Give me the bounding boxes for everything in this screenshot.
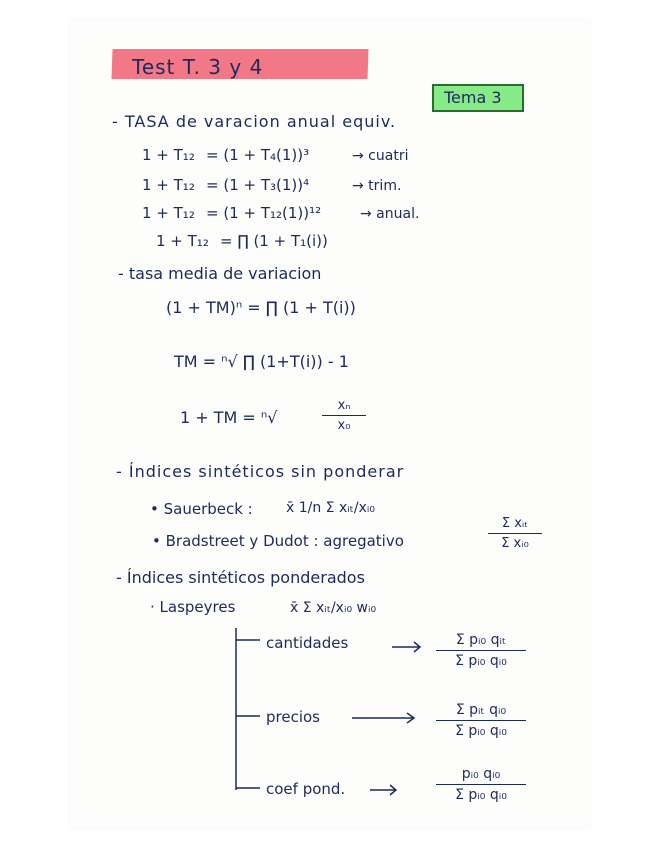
formula-note: → cuatri — [352, 148, 409, 164]
bradstreet-label: • Bradstreet y Dudot : agregativo — [152, 532, 404, 550]
formula-note: → anual. — [360, 206, 420, 222]
sauerbeck-formula: x̄ 1/n Σ xᵢₜ/xᵢ₀ — [286, 500, 376, 516]
bradstreet-numerator: Σ xᵢₜ — [501, 516, 529, 531]
tm-equation-ratio-lhs: 1 + TM = ⁿ√ — [180, 408, 278, 427]
branch-numerator: Σ pᵢₜ qᵢ₀ — [455, 702, 507, 718]
tema-label: Tema 3 — [444, 88, 502, 107]
branch-label: precios — [266, 708, 320, 726]
branch-denominator: Σ pᵢ₀ qᵢ₀ — [455, 787, 507, 803]
fraction-bar — [436, 784, 526, 785]
formula-lhs: 1 + T₁₂ — [142, 176, 195, 194]
laspeyres-label: · Laspeyres — [150, 598, 236, 616]
fraction-bar — [436, 650, 526, 651]
sauerbeck-label: • Sauerbeck : — [150, 500, 253, 518]
formula-rhs: = (1 + T₃(1))⁴ — [206, 176, 310, 194]
branch-label: coef pond. — [266, 780, 346, 798]
formula-lhs: 1 + T₁₂ — [142, 204, 195, 222]
tm-equation-root: TM = ⁿ√ ∏ (1+T(i)) - 1 — [174, 352, 349, 371]
branch-numerator: Σ pᵢ₀ qᵢₜ — [455, 632, 507, 648]
formula-lhs: 1 + T₁₂ — [142, 146, 195, 164]
branch-label: cantidades — [266, 634, 349, 652]
formula-rhs: = ∏ (1 + T₁(i)) — [220, 232, 328, 250]
section-heading-tasa-media: - tasa media de variacion — [118, 264, 322, 283]
branch-fraction — [436, 632, 526, 669]
tm-equation-product: (1 + TM)ⁿ = ∏ (1 + T(i)) — [166, 298, 356, 317]
fraction-bar — [436, 720, 526, 721]
section-heading-tasa-anual: - TASA de varacion anual equiv. — [112, 112, 397, 131]
laspeyres-formula: x̄ Σ xᵢₜ/xᵢ₀ wᵢ₀ — [290, 600, 377, 616]
bradstreet-denominator: Σ xᵢ₀ — [501, 536, 529, 551]
formula-rhs: = (1 + T₁₂(1))¹² — [206, 204, 322, 222]
section-heading-ponderados: - Índices sintéticos ponderados — [116, 568, 365, 587]
formula-note: → trim. — [352, 178, 402, 194]
tm-ratio-numerator: xₙ — [337, 398, 351, 413]
tm-ratio-denominator: x₀ — [337, 418, 351, 433]
branch-denominator: Σ pᵢ₀ qᵢ₀ — [455, 653, 507, 669]
formula-lhs: 1 + T₁₂ — [156, 232, 209, 250]
branch-denominator: Σ pᵢ₀ qᵢ₀ — [455, 723, 507, 739]
section-heading-sin-ponderar: - Índices sintéticos sin ponderar — [116, 462, 405, 481]
branch-fraction — [436, 702, 526, 739]
formula-rhs: = (1 + T₄(1))³ — [206, 146, 310, 164]
page-title: Test T. 3 y 4 — [132, 55, 264, 79]
branch-numerator: pᵢ₀ qᵢ₀ — [461, 766, 501, 782]
branch-fraction — [436, 766, 526, 803]
